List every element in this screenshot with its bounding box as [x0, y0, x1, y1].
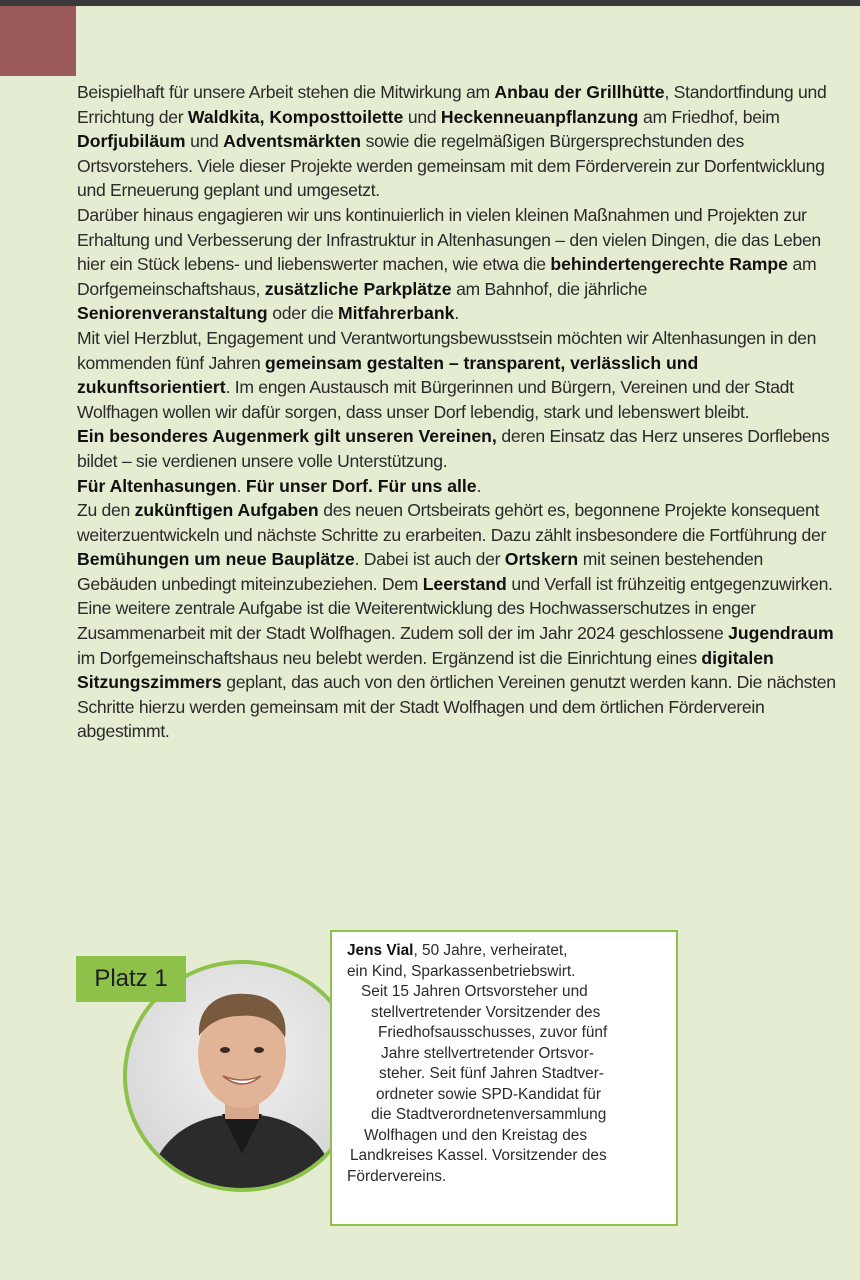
bold-run: Für Altenhasungen [77, 475, 237, 496]
bio-line: ein Kind, Sparkassenbetriebswirt. [347, 962, 576, 980]
bio-line: ordneter sowie SPD-Kandidat für [376, 1085, 601, 1103]
corner-decoration [0, 6, 76, 76]
bold-run: Ein besonderes Augenmerk gilt unseren Vereinen, [77, 426, 497, 447]
paragraph: Zu den zukünftigen Aufgaben des neuen Ortsbeirats gehört es, begonnene Projekte konsequent weiterzuentwickeln und nächste Schritte zu erarbeiten. Dazu zählt insbesondere die Fortführung der Bemühungen um neue Bauplätze. Dabei ist auch der Ortskern mit seinen bestehenden Gebäuden unbedingt miteinzubeziehen. Dem Leerstand und Verfall ist frühzeitig entgegenzuwirken. [77, 500, 833, 594]
bio-line: Seit 15 Jahren Ortsvorsteher und [361, 983, 588, 1000]
bold-run: digitalen Sitzungszimmers [77, 647, 774, 693]
bio-line: Jahre stellvertretender Ortsvor- [381, 1044, 594, 1062]
bio-line: Fördervereins. [347, 1167, 447, 1185]
paragraph: Ein besonderes Augenmerk gilt unseren Vereinen, deren Einsatz das Herz unseres Dorflebens bildet – sie verdienen unsere volle Unterstützung. [77, 426, 830, 471]
bold-run: Dorfjubiläum [77, 131, 186, 152]
paragraph: Darüber hinaus engagieren wir uns kontinuierlich in vielen kleinen Maßnahmen und Projekten zur Erhaltung und Verbesserung der Infrastruktur in Altenhasungen – den vielen Dingen, die das Leben hier ein Stück lebens- und liebenswerter machen, wie etwa die behindertengerechte Rampe am Dorfgemeinschaftshaus, zusätzliche Parkplätze am Bahnhof, die jährliche Seniorenveranstaltung oder die Mitfahrerbank. [77, 204, 821, 324]
bold-run: Heckenneuanpflanzung [440, 106, 639, 127]
paragraph: Für Altenhasungen. Für unser Dorf. Für uns alle. [77, 475, 482, 496]
paragraph: Eine weitere zentrale Aufgabe ist die Weiterentwicklung des Hochwasserschutzes in enger Zusammenarbeit mit der Stadt Wolfhagen. Zudem soll der im Jahr 2024 geschlossene Jugendraum im Dorfgemeinschaftshaus neu belebt werden. Ergänzend ist die Einrichtung eines digitalen Sitzungszimmers geplant, das auch von den örtlichen Vereinen genutzt werden kann. Die nächsten Schritte hierzu werden gemeinsam mit der Stadt Wolfhagen und dem örtlichen Förderverein abgestimmt. [77, 598, 836, 742]
bold-run: behindertengerechte Rampe [550, 254, 788, 275]
top-border [0, 0, 860, 6]
bold-run: Adventsmärkten [223, 131, 362, 152]
bold-run: Jens Vial [347, 942, 414, 959]
placement-badge: Platz 1 [76, 956, 186, 1002]
paragraph: Mit viel Herzblut, Engagement und Verantwortungsbewusstsein möchten wir Altenhasungen in den kommenden fünf Jahren gemeinsam gestalten – transparent, verlässlich und zukunftsorientiert. Im engen Austausch mit Bürgerinnen und Bürgern, Vereinen und der Stadt Wolfhagen wollen wir dafür sorgen, dass unser Dorf lebendig, stark und lebenswert bleibt. [77, 327, 817, 422]
bio-line: steher. Seit fünf Jahren Stadtver- [379, 1065, 604, 1082]
bold-run: Leerstand [422, 573, 507, 594]
bio-line: stellvertretender Vorsitzender des [371, 1003, 601, 1021]
bold-run: Waldkita, Komposttoilette [187, 106, 404, 127]
bold-run: Mitfahrerbank [338, 303, 455, 324]
bold-run: zusätzliche Parkplätze [264, 278, 452, 299]
bold-run: Seniorenveranstaltung [77, 303, 268, 324]
bold-run: Anbau der Grillhütte [494, 82, 665, 102]
bold-run: Für unser Dorf. Für uns alle [245, 475, 477, 496]
bio-line: Landkreises Kassel. Vorsitzender des [350, 1147, 607, 1164]
bold-run: Ortskern [504, 549, 579, 570]
bio-line: die Stadtverordnetenversammlung [371, 1106, 607, 1123]
bold-run: zukünftigen Aufgaben [134, 500, 319, 521]
article-body [77, 80, 837, 744]
bold-run: gemeinsam gestalten – transparent, verlässlich und zukunftsorientiert [77, 352, 699, 398]
bio-line: Friedhofsausschusses, zuvor fünf [378, 1024, 608, 1041]
bold-run: Bemühungen um neue Bauplätze [77, 549, 355, 570]
candidate-bio [330, 930, 678, 1226]
paragraph: Beispielhaft für unsere Arbeit stehen die Mitwirkung am Anbau der Grillhütte, Standortfindung und Errichtung der Waldkita, Komposttoilette und Heckenneuanpflanzung am Friedhof, beim Dorfjubiläum und Adventsmärkten sowie die regelmäßigen Bürgersprechstunden des Ortsvorstehers. Viele dieser Projekte werden gemeinsam mit dem Förderverein zur Dorfentwicklung und Erneuerung geplant und umgesetzt. [77, 82, 827, 201]
bold-run: Jugendraum [728, 623, 834, 644]
bio-line: Jens Vial, 50 Jahre, verheiratet, [347, 942, 568, 959]
bio-line: Wolfhagen und den Kreistag des [364, 1126, 588, 1144]
